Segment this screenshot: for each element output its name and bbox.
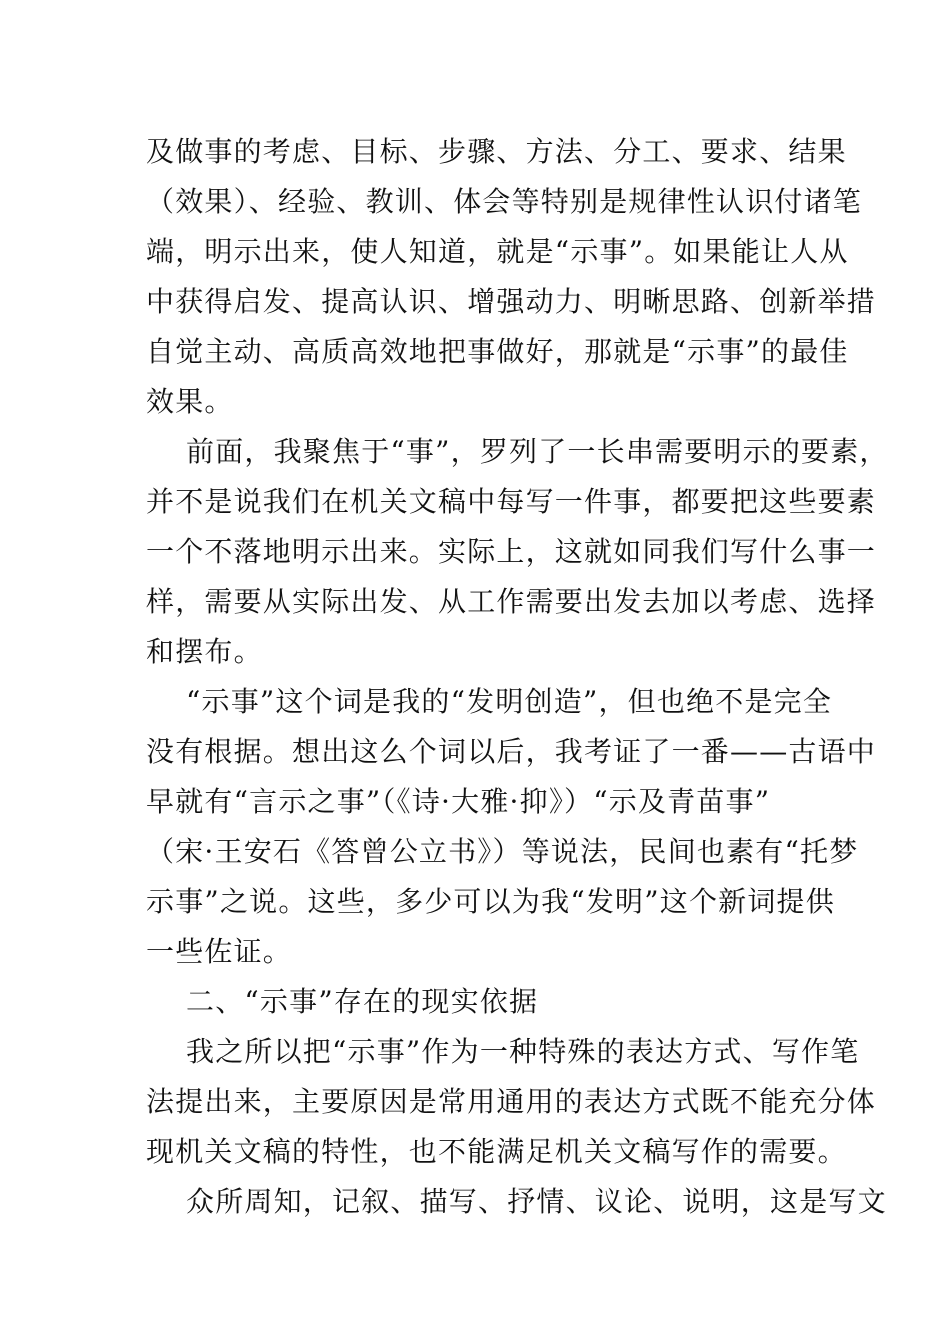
text-line: 样，需要从实际出发、从工作需要出发去加以考虑、选择 (146, 585, 877, 618)
text-line: 并不是说我们在机关文稿中每写一件事，都要把这些要素 (146, 485, 877, 518)
text-line: 中获得启发、提高认识、增强动力、明晰思路、创新举措 (146, 285, 877, 318)
text-line: 我之所以把“示事”作为一种特殊的表达方式、写作笔 (186, 1035, 860, 1068)
text-line: （宋·王安石《答曾公立书》）等说法，民间也素有“托梦 (146, 835, 859, 868)
text-line: 及做事的考虑、目标、步骤、方法、分工、要求、结果 (146, 135, 847, 168)
text-line: 早就有“言示之事”（《诗·大雅·抑》）“示及青苗事” (146, 785, 771, 818)
text-line: （效果）、经验、教训、体会等特别是规律性认识付诸笔 (146, 185, 863, 218)
text-line: 和摆布。 (146, 635, 263, 668)
text-line: 没有根据。想出这么个词以后，我考证了一番——古语中 (146, 735, 877, 768)
text-line: 现机关文稿的特性，也不能满足机关文稿写作的需要。 (146, 1135, 847, 1168)
section-heading: 二、“示事”存在的现实依据 (186, 985, 539, 1018)
text-line: 法提出来，主要原因是常用通用的表达方式既不能充分体 (146, 1085, 877, 1118)
text-line: 一些佐证。 (146, 935, 293, 968)
text-line: 一个不落地明示出来。实际上，这就如同我们写什么事一 (146, 535, 877, 568)
text-line: “示事”这个词是我的“发明创造”，但也绝不是完全 (186, 685, 833, 718)
text-line: 自觉主动、高质高效地把事做好，那就是“示事”的最佳 (146, 335, 849, 368)
text-line: 示事”之说。这些，多少可以为我“发明”这个新词提供 (146, 885, 835, 918)
text-line: 前面，我聚焦于“事”，罗列了一长串需要明示的要素， (186, 435, 889, 468)
text-line: 效果。 (146, 385, 234, 418)
text-line: 端，明示出来，使人知道，就是“示事”。如果能让人从 (146, 235, 849, 268)
text-line: 众所周知，记叙、描写、抒情、议论、说明，这是写文 (186, 1185, 887, 1218)
